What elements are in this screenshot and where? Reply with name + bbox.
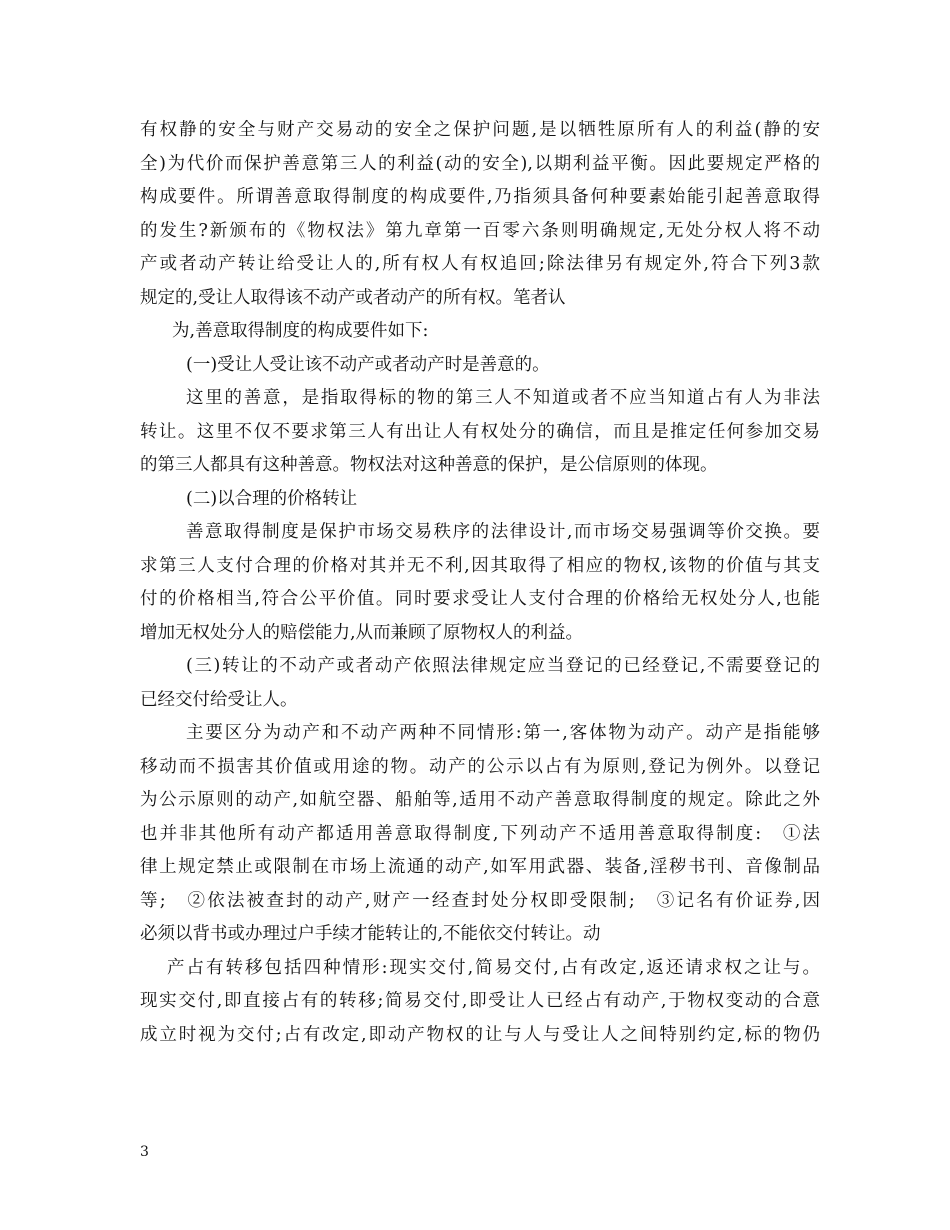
text-line: 成立时视为交付;占有改定,即动产物权的让与人与受让人之间特别约定,标的物仍 xyxy=(140,1024,820,1045)
text-line: 已经交付给受让人。 xyxy=(140,689,298,710)
document-body xyxy=(140,114,820,1052)
text-line: 为公示原则的动产,如航空器、船舶等,适用不动产善意取得制度的规定。除此之外 xyxy=(140,790,820,810)
section-heading: (二)以合理的价格转让 xyxy=(186,488,358,509)
text-line: 全)为代价而保护善意第三人的利益(动的安全),以期利益平衡。因此要规定严格的 xyxy=(140,153,820,174)
text-line: 主要区分为动产和不动产两种不同情形:第一,客体物为动产。动产是指能够 xyxy=(186,723,820,743)
text-line: 律上规定禁止或限制在市场上流通的动产,如军用武器、装备,淫秽书刊、音像制品 xyxy=(140,857,820,877)
text-line: 的发生?新颁布的《物权法》第九章第一百零六条则明确规定,无处分权人将不动 xyxy=(140,220,820,241)
text-line: 现实交付,即直接占有的转移;简易交付,即受让人已经占有动产,于物权变动的合意 xyxy=(140,991,820,1011)
text-line: 有权静的安全与财产交易动的安全之保护问题,是以牺牲原所有人的利益(静的安 xyxy=(140,120,820,140)
section-heading: (三)转让的不动产或者动产依照法律规定应当登记的已经登记,不需要登记的 xyxy=(186,656,820,676)
text-line: 构成要件。所谓善意取得制度的构成要件,乃指须具备何种要素始能引起善意取得 xyxy=(140,187,820,207)
text-line: 移动而不损害其价值或用途的物。动产的公示以占有为原则,登记为例外。以登记 xyxy=(140,756,820,777)
text-line: 这里的善意，是指取得标的物的第三人不知道或者不应当知道占有人为非法 xyxy=(186,388,820,408)
text-line: 必须以背书或办理过户手续才能转让的,不能依交付转让。动 xyxy=(140,924,601,944)
text-line: 增加无权处分人的赔偿能力,从而兼顾了原物权人的利益。 xyxy=(140,622,584,643)
text-line: 善意取得制度是保护市场交易秩序的法律设计,而市场交易强调等价交换。要 xyxy=(186,522,820,542)
text-line: 为,善意取得制度的构成要件如下: xyxy=(172,321,429,341)
text-line: 产占有转移包括四种情形:现实交付,简易交付,占有改定,返还请求权之让与。 xyxy=(167,957,820,978)
text-line: 等; ②依法被查封的动产,财产一经查封处分权即受限制; ③记名有价证券,因 xyxy=(140,890,820,911)
text-line: 转让。这里不仅不要求第三人有出让人有权处分的确信，而且是推定任何参加交易 xyxy=(140,421,820,442)
text-line: 付的价格相当,符合公平价值。同时要求受让人支付合理的价格给无权处分人,也能 xyxy=(140,589,820,609)
text-line: 也并非其他所有动产都适用善意取得制度,下列动产不适用善意取得制度: ①法 xyxy=(140,823,820,844)
section-heading: (一)受让人受让该不动产或者动产时是善意的。 xyxy=(186,354,550,375)
page-number: 3 xyxy=(140,1144,149,1160)
text-line: 求第三人支付合理的价格对其并无不利,因其取得了相应的物权,该物的价值与其支 xyxy=(140,555,820,576)
text-line: 产或者动产转让给受让人的,所有权人有权追回;除法律另有规定外,符合下列3款 xyxy=(140,254,820,274)
text-line: 的第三人都具有这种善意。物权法对这种善意的保护，是公信原则的体现。 xyxy=(140,455,718,475)
text-line: 规定的,受让人取得该不动产或者动产的所有权。笔者认 xyxy=(140,287,566,308)
